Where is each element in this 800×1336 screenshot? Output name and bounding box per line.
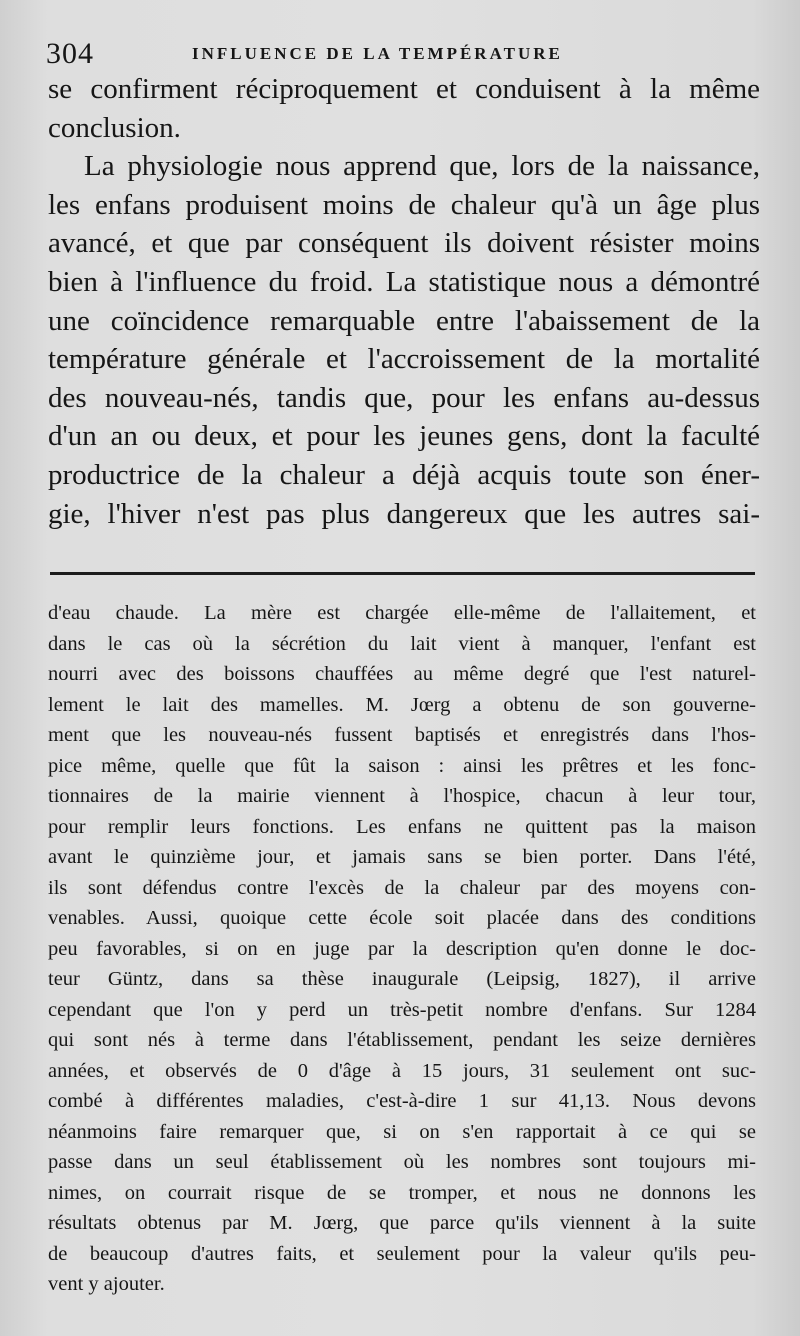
main-text [48,70,760,533]
footnote-line: résultats obtenus par M. Jœrg, que parce qu'ils viennent à la suite [48,1212,756,1234]
running-title: INFLUENCE DE LA TEMPÉRATURE [192,44,563,63]
footnote-line: teur Güntz, dans sa thèse inaugurale (Leipsig, 1827), il arrive [48,968,756,990]
footnote-line: dans le cas où la sécrétion du lait vient à manquer, l'enfant est [48,632,756,655]
footnote-line: cependant que l'on y perd un très-petit nombre d'enfans. Sur 1284 [48,998,756,1021]
footnote-line: qui sont nés à terme dans l'établissement, pendant les seize dernières [48,1029,756,1051]
footnote-line: de beaucoup d'autres faits, et seulement pour la valeur qu'ils peu- [48,1242,756,1265]
footnote-line: venables. Aussi, quoique cette école soit placée dans des conditions [48,907,756,929]
body-line: avancé, et que par conséquent ils doivent résister moins [48,227,760,260]
footnote-line: lement le lait des mamelles. M. Jœrg a obtenu de son gouverne- [48,693,756,716]
body-line: gie, l'hiver n'est pas plus dangereux que les autres sai- [48,497,760,530]
page-number: 304 [46,37,94,70]
body-line: conclusion. [48,111,181,144]
footnote-line: vent y ajouter. [48,1273,165,1295]
footnote-line: pour remplir leurs fonctions. Les enfans ne quittent pas la maison [48,815,756,838]
footnote-separator-rule [50,572,755,575]
body-line: température générale et l'accroissement de la mortalité [48,343,760,376]
page-header [42,34,762,74]
footnote-line: ment que les nouveau-nés fussent baptisés et enregistrés dans l'hos- [48,724,756,746]
footnote-line: d'eau chaude. La mère est chargée elle-même de l'allaitement, et [48,602,756,624]
footnote-line: peu favorables, si on en juge par la description qu'en donne le doc- [48,937,756,960]
footnote-line: passe dans un seul établissement où les nombres sont toujours mi- [48,1151,756,1173]
body-line: La physiologie nous apprend que, lors de la naissance, [84,150,760,183]
footnote-line: avant le quinzième jour, et jamais sans se bien porter. Dans l'été, [48,846,756,868]
footnote-line: nimes, on courrait risque de se tromper, et nous ne donnons les [48,1181,756,1204]
footnote-line: néanmoins faire remarquer que, si on s'en rapportait à ce qui se [48,1120,756,1143]
body-line: productrice de la chaleur a déjà acquis toute son éner- [48,458,760,491]
footnote [48,598,756,1300]
footnote-line: nourri avec des boissons chauffées au même degré que l'est naturel- [48,663,756,685]
body-line: des nouveau-nés, tandis que, pour les enfans au-dessus [48,381,760,414]
body-line: bien à l'influence du froid. La statistique nous a démontré [48,265,760,298]
footnote-line: ils sont défendus contre l'excès de la chaleur par des moyens con- [48,876,756,899]
footnote-line: combé à différentes maladies, c'est-à-dire 1 sur 41,13. Nous devons [48,1090,756,1112]
footnote-line: années, et observés de 0 d'âge à 15 jours, 31 seulement ont suc- [48,1059,756,1082]
body-line: les enfans produisent moins de chaleur qu'à un âge plus [48,188,760,221]
footnote-line: pice même, quelle que fût la saison : ainsi les prêtres et les fonc- [48,754,756,777]
body-line: se confirment réciproquement et conduisent à la même [48,73,760,105]
body-line: d'un an ou deux, et pour les jeunes gens, dont la faculté [48,420,760,453]
body-line: une coïncidence remarquable entre l'abaissement de la [48,304,760,337]
footnote-line: tionnaires de la mairie viennent à l'hospice, chacun à leur tour, [48,785,756,807]
